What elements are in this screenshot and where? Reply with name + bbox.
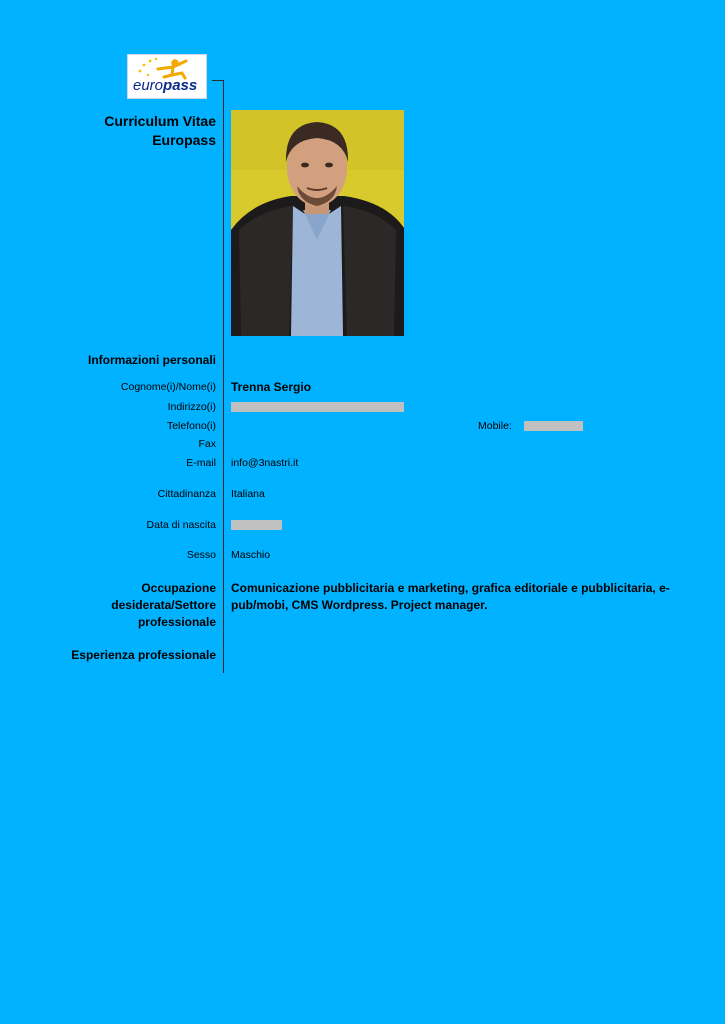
- birthdate-label: Data di nascita: [146, 519, 216, 531]
- vertical-divider: [223, 80, 224, 673]
- occupation-label-line3: professionale: [137, 615, 216, 629]
- address-redacted: [231, 402, 404, 412]
- phone-label: Telefono(i): [166, 420, 216, 432]
- mobile-label: Mobile:: [478, 420, 512, 432]
- citizenship-label: Cittadinanza: [157, 488, 216, 500]
- person-portrait-icon: [231, 110, 404, 336]
- portrait-photo: [231, 110, 404, 336]
- occupation-value-line1: Comunicazione pubblicitaria e marketing, grafica editoriale e pubblicitaria, e-: [231, 581, 670, 595]
- section-personal-info: Informazioni personali: [87, 353, 216, 367]
- occupation-value-line2: pub/mobi, CMS Wordpress. Project manager.: [231, 598, 488, 612]
- occupation-label-line2: desiderata/Settore: [111, 598, 216, 612]
- email-value[interactable]: info@3nastri.it: [231, 457, 299, 469]
- cv-title-line1: Curriculum Vitae: [104, 113, 216, 129]
- surname-value: Trenna Sergio: [231, 380, 312, 394]
- logo-text: europass: [133, 77, 198, 94]
- address-label: Indirizzo(i): [167, 401, 216, 413]
- sex-value: Maschio: [231, 549, 271, 561]
- email-label: E-mail: [186, 457, 216, 469]
- occupation-label-line1: Occupazione: [141, 581, 216, 595]
- surname-label: Cognome(i)/Nome(i): [120, 381, 216, 393]
- europass-logo: [127, 54, 207, 99]
- cv-title-line2: Europass: [152, 132, 216, 148]
- citizenship-value: Italiana: [231, 488, 265, 500]
- section-experience: Esperienza professionale: [71, 648, 216, 662]
- sex-label: Sesso: [186, 549, 216, 561]
- birthdate-redacted: [231, 520, 282, 530]
- mobile-redacted: [524, 421, 583, 431]
- fax-label: Fax: [198, 438, 216, 450]
